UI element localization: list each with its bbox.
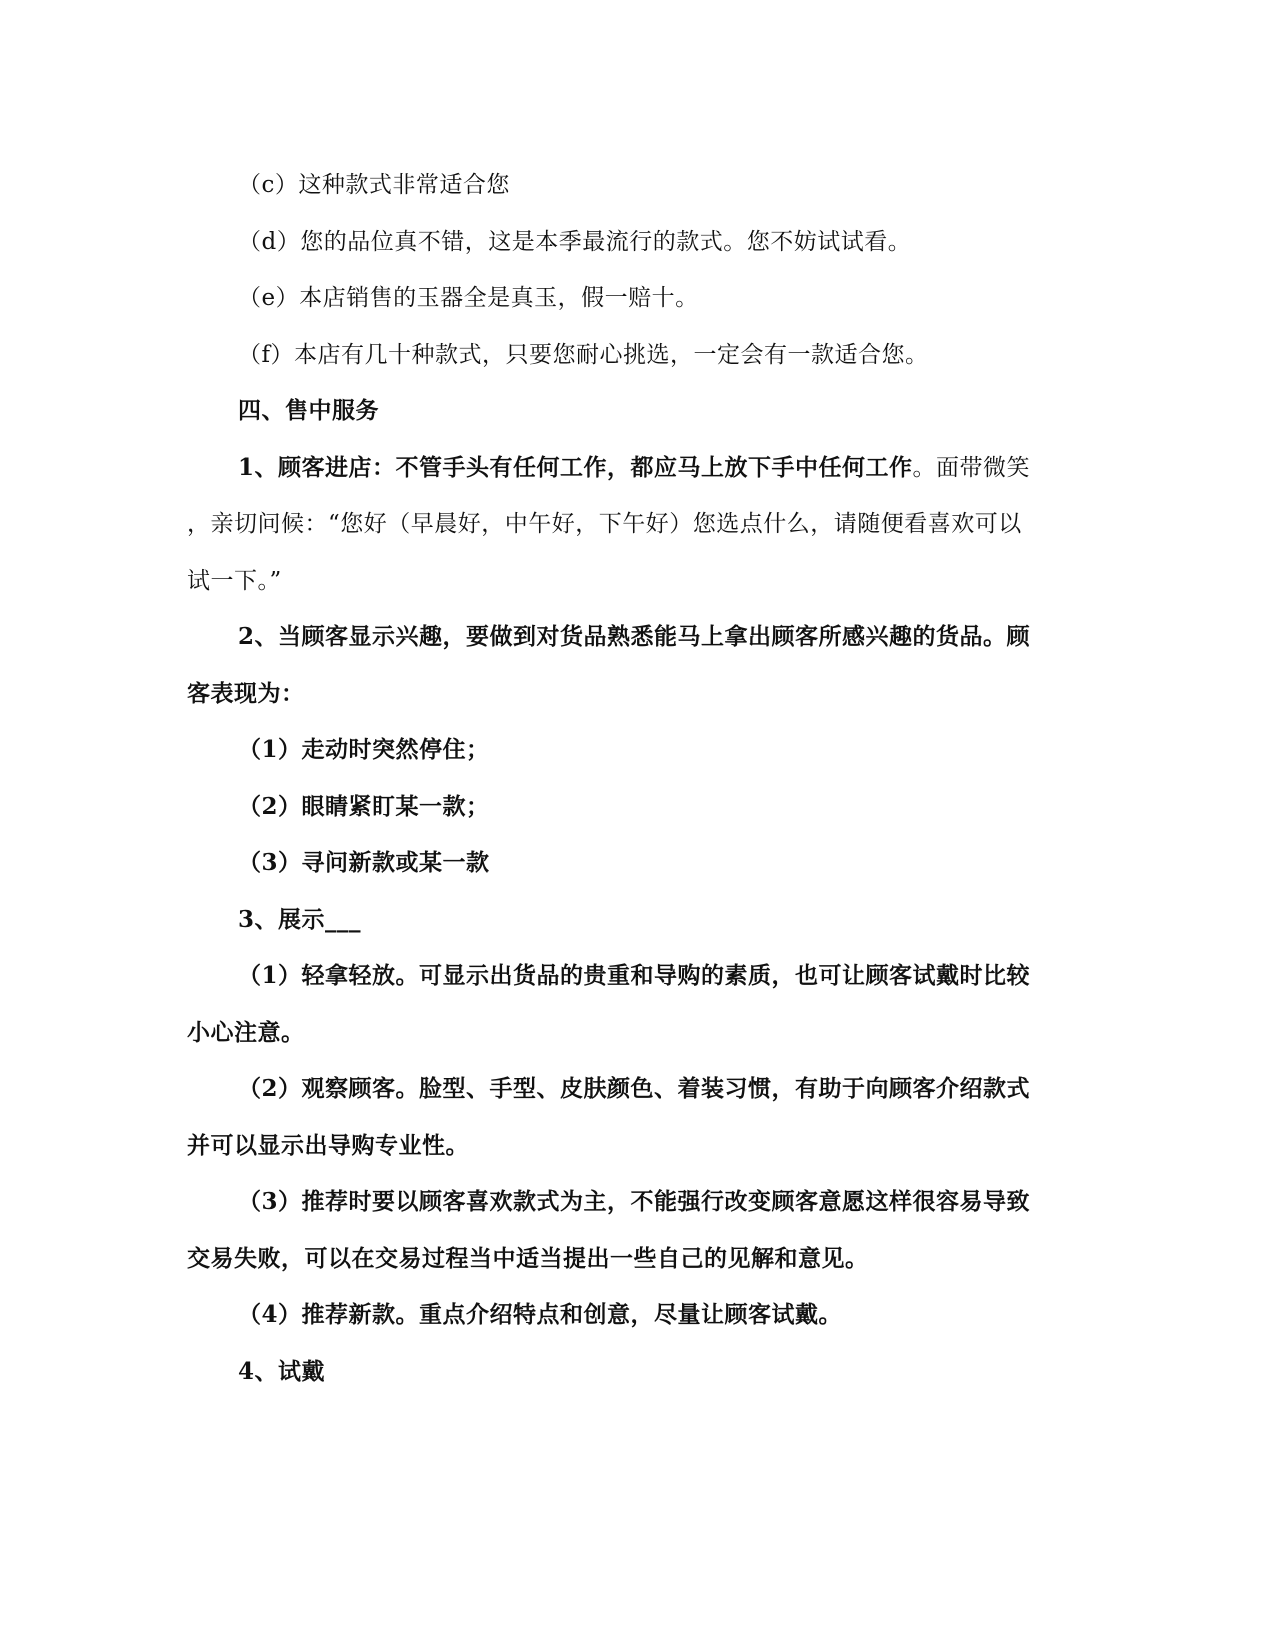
paragraph-customer-enters-bold: 1、顾客进店：不管手头有任何工作，都应马上放下手中任何工作 bbox=[238, 454, 913, 481]
section-heading-in-sale-service: 四、售中服务 bbox=[238, 397, 379, 424]
list-item-1: （1）走动时突然停住； bbox=[238, 736, 490, 763]
display-item-3-end: 交易失败，可以在交易过程当中适当提出一些自己的见解和意见。 bbox=[187, 1245, 869, 1272]
list-item-d: （d）您的品位真不错，这是本季最流行的款式。您不妨试试看。 bbox=[238, 229, 912, 255]
section-heading-try-on: 4、试戴 bbox=[238, 1358, 326, 1385]
paragraph-customer-interest: 2、当顾客显示兴趣，要做到对货品熟悉能马上拿出顾客所感兴趣的货品。顾 bbox=[238, 623, 1031, 650]
display-item-1: （1）轻拿轻放。可显示出货品的贵重和导购的素质，也可让顾客试戴时比较 bbox=[238, 962, 1031, 989]
paragraph-greeting-end: 试一下。” bbox=[187, 568, 282, 594]
list-item-2: （2）眼睛紧盯某一款； bbox=[238, 793, 490, 820]
display-item-2-end: 并可以显示出导购专业性。 bbox=[187, 1132, 469, 1159]
display-item-1-end: 小心注意。 bbox=[187, 1019, 305, 1046]
display-item-3: （3）推荐时要以顾客喜欢款式为主，不能强行改变顾客意愿这样很容易导致 bbox=[238, 1188, 1031, 1215]
display-item-2: （2）观察顾客。脸型、手型、皮肤颜色、着装习惯，有助于向顾客介绍款式 bbox=[238, 1075, 1031, 1102]
list-item-e: （e）本店销售的玉器全是真玉，假一赔十。 bbox=[238, 285, 699, 311]
paragraph-greeting: ，亲切问候：“您好（早晨好，中午好，下午好）您选点什么，请随便看喜欢可以 bbox=[187, 511, 1022, 537]
paragraph-customer-enters-normal: 。面带微笑 bbox=[912, 455, 1031, 481]
list-item-c: （c）这种款式非常适合您 bbox=[238, 172, 510, 198]
paragraph-customer-enters bbox=[238, 453, 1030, 483]
display-item-4: （4）推荐新款。重点介绍特点和创意，尽量让顾客试戴。 bbox=[238, 1301, 843, 1328]
section-heading-display: 3、展示___ bbox=[238, 906, 362, 933]
list-item-f: （f）本店有几十种款式，只要您耐心挑选，一定会有一款适合您。 bbox=[238, 342, 929, 368]
paragraph-customer-interest-end: 客表现为： bbox=[187, 680, 305, 707]
list-item-3: （3）寻问新款或某一款 bbox=[238, 849, 490, 876]
